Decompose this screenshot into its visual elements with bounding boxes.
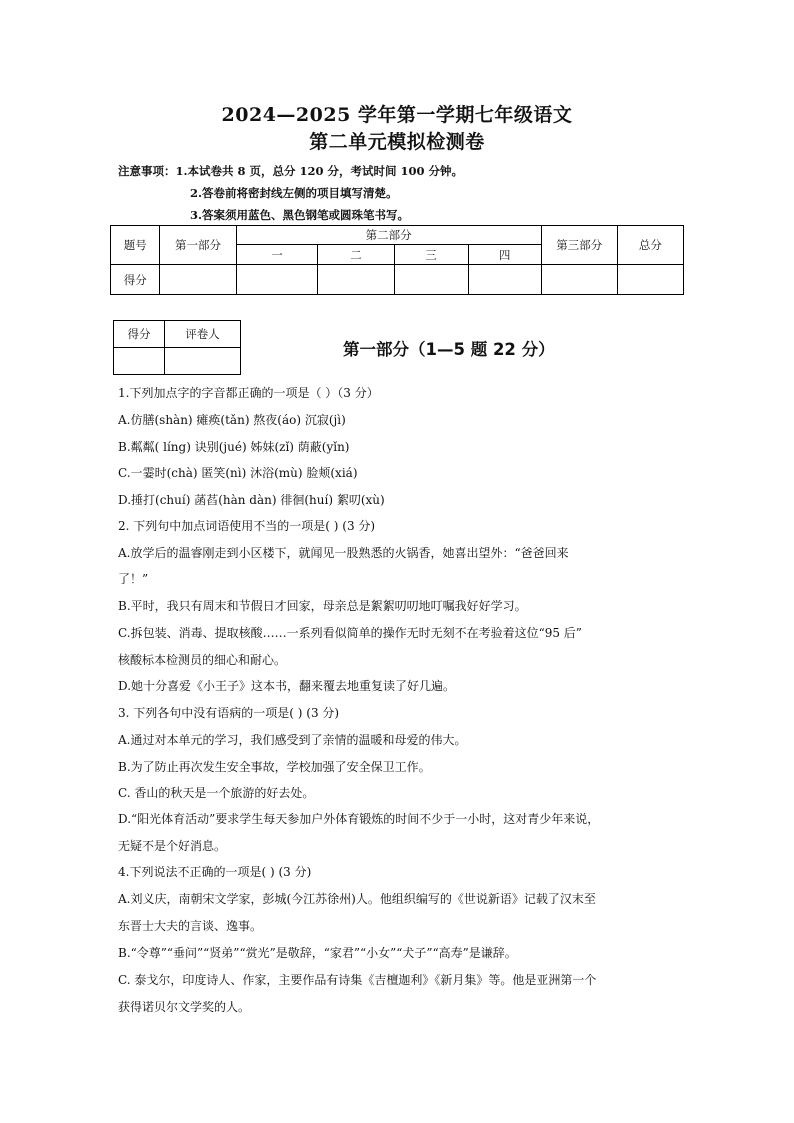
score-table-sub-2: 二 — [318, 245, 394, 265]
score-table-sub-3: 三 — [394, 245, 468, 265]
question-line: D.“阳光体育活动”要求学生每天参加户外体育锻炼的时间不少于一小时，这对青少年来说， — [118, 812, 600, 826]
question-line: 核酸标本检测员的细心和耐心。 — [118, 653, 287, 667]
score-table-header-part1: 第一部分 — [160, 226, 236, 265]
question-line: A.通过对本单元的学习，我们感受到了亲情的温暖和母爱的伟大。 — [118, 733, 467, 747]
question-line: 4.下列说法不正确的一项是( ) (3 分) — [118, 865, 312, 879]
score-table — [110, 225, 684, 295]
question-line: A.放学后的温睿刚走到小区楼下，就闻见一股熟悉的火锅香，她喜出望外：“爸爸回来 — [118, 546, 569, 560]
score-cell — [468, 265, 541, 295]
score-table-header-part3: 第三部分 — [541, 226, 617, 265]
question-line: B.粼粼( líng) 诀别(jué) 姊妹(zǐ) 荫蔽(yǐn) — [118, 440, 350, 454]
score-table-sub-4: 四 — [468, 245, 541, 265]
grader-table-score-label: 得分 — [114, 321, 165, 348]
question-line: D.捶打(chuí) 菡萏(hàn dàn) 徘徊(huí) 絮叨(xù) — [118, 493, 385, 507]
question-line: 2. 下列句中加点词语使用不当的一项是( ) (3 分) — [118, 519, 376, 533]
part-one-title: 第一部分（1—5 题 22 分） — [343, 340, 555, 359]
note-2: 2.答卷前将密封线左侧的项目填写清楚。 — [190, 186, 398, 200]
question-line: B.为了防止再次发生安全事故，学校加强了安全保卫工作。 — [118, 760, 431, 774]
score-cell — [394, 265, 468, 295]
score-cell — [541, 265, 617, 295]
question-line: C.拆包装、消毒、提取核酸……一系列看似简单的操作无时无刻不在考验着这位“95 后” — [118, 626, 582, 640]
question-line: A.刘义庆，南朝宋文学家，彭城(今江苏徐州)人。他组织编写的《世说新语》记载了汉末至 — [118, 892, 596, 906]
question-line: C.一霎时(chà) 匿笑(nì) 沐浴(mù) 脸颊(xiá) — [118, 466, 358, 480]
score-cell — [160, 265, 236, 295]
question-line: 3. 下列各句中没有语病的一项是( ) (3 分) — [118, 706, 340, 720]
score-cell — [318, 265, 394, 295]
question-line: 东晋士大夫的言谈、逸事。 — [118, 919, 263, 933]
question-line: 了！” — [118, 572, 149, 586]
exam-title-line2: 第二单元模拟检测卷 — [309, 131, 485, 153]
question-line: 无疑不是个好消息。 — [118, 839, 227, 853]
question-line: D.她十分喜爱《小王子》这本书，翻来覆去地重复读了好几遍。 — [118, 679, 456, 693]
question-line: C. 泰戈尔，印度诗人、作家，主要作品有诗集《吉檀迦利》《新月集》等。他是亚洲第一个 — [118, 973, 597, 987]
score-table-row-defen: 得分 — [111, 265, 160, 295]
question-line: A.仿膳(shàn) 瘫痪(tǎn) 熬夜(áo) 沉寂(jì) — [118, 413, 346, 427]
score-cell — [617, 265, 683, 295]
note-3: 3.答案须用蓝色、黑色钢笔或圆珠笔书写。 — [190, 208, 410, 222]
question-line: B.平时，我只有周末和节假日才回家，母亲总是絮絮叨叨地叮嘱我好好学习。 — [118, 599, 527, 613]
score-table-header-part2: 第二部分 — [236, 226, 541, 245]
score-cell — [236, 265, 318, 295]
question-line: 获得诺贝尔文学奖的人。 — [118, 1000, 251, 1014]
grader-table — [113, 320, 241, 375]
score-table-header-total: 总分 — [617, 226, 683, 265]
question-line: B.“令尊”“垂问”“贤弟”“赏光”是敬辞，“家君”“小女”“犬子”“高寿”是谦辞。 — [118, 946, 517, 960]
note-1: 注意事项：1.本试卷共 8 页，总分 120 分，考试时间 100 分钟。 — [118, 164, 464, 178]
question-line: 1.下列加点字的字音都正确的一项是（ ）（3 分） — [118, 386, 379, 400]
score-table-sub-1: 一 — [236, 245, 318, 265]
grader-score-cell — [114, 348, 165, 375]
exam-title-line1: 2024—2025 学年第一学期七年级语文 — [221, 104, 573, 126]
question-line: C. 香山的秋天是一个旅游的好去处。 — [118, 786, 315, 800]
score-table-header-tihao: 题号 — [111, 226, 160, 265]
grader-table-grader-label: 评卷人 — [165, 321, 241, 348]
grader-name-cell — [165, 348, 241, 375]
